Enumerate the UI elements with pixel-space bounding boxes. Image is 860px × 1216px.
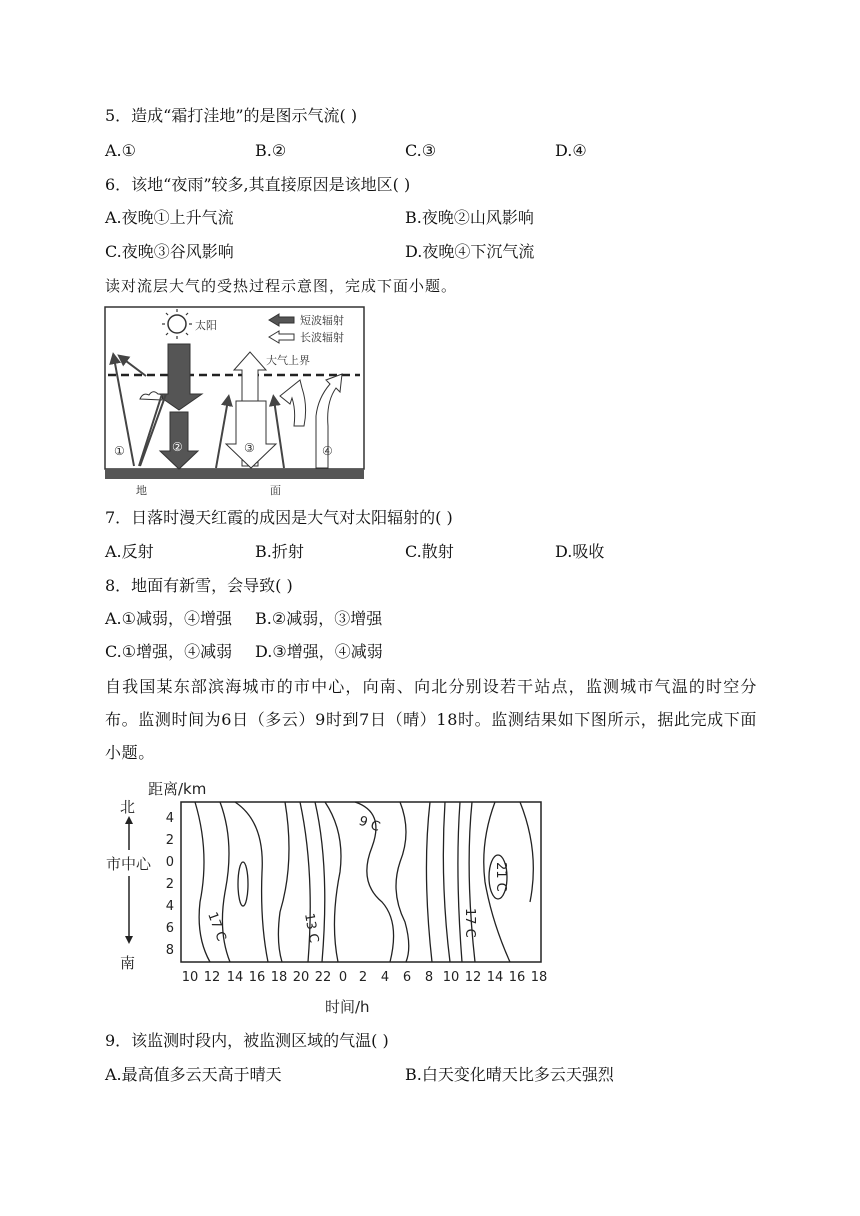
- q6-stem: 6．该地“夜雨”较多,其直接原因是该地区( ): [105, 175, 411, 194]
- q9-option-a: A.最高值多云天高于晴天: [105, 1065, 282, 1084]
- q9-stem: 9．该监测时段内，被监测区域的气温( ): [105, 1031, 389, 1050]
- q8-option-c: C.①增强，④减弱: [105, 642, 233, 661]
- svg-text:12: 12: [464, 970, 482, 985]
- contour-label-9: 9 C: [356, 813, 382, 836]
- city-center-label: 市中心: [106, 855, 152, 873]
- svg-text:10: 10: [181, 970, 199, 985]
- q6-option-a: A.夜晚①上升气流: [105, 208, 234, 227]
- q8-option-a: A.①减弱，④增强: [105, 609, 232, 628]
- svg-text:6: 6: [402, 970, 412, 985]
- contour-label-17-right: 17 C: [462, 908, 477, 938]
- legend-short-label: 短波辐射: [300, 314, 344, 327]
- y-axis-label: 距离/km: [148, 780, 207, 798]
- north-label: 北: [120, 798, 136, 816]
- q5-stem: 5．造成“霜打洼地”的是图示气流( ): [105, 106, 358, 125]
- marker-3: ③: [244, 441, 255, 455]
- svg-text:4: 4: [380, 970, 390, 985]
- q9-option-b: B.白天变化晴天比多云天强烈: [405, 1065, 614, 1084]
- marker-4: ④: [322, 444, 333, 458]
- south-label: 南: [120, 954, 136, 972]
- svg-text:0: 0: [165, 855, 174, 870]
- q8-option-b: B.②减弱，③增强: [255, 609, 383, 628]
- q7-option-b: B.折射: [255, 542, 304, 561]
- isotherm-chart: [100, 772, 560, 1020]
- svg-text:0: 0: [338, 970, 348, 985]
- svg-text:8: 8: [165, 943, 174, 958]
- svg-text:8: 8: [424, 970, 434, 985]
- svg-text:12: 12: [203, 970, 221, 985]
- atmosphere-heating-diagram: [104, 306, 366, 498]
- ground-label-left: 地: [136, 484, 147, 497]
- contour-label-21: 21 C: [493, 862, 508, 892]
- intro-temperature: 自我国某东部滨海城市的市中心，向南、向北分别设若干站点，监测城市气温的时空分布。监测时间为6日（多云）9时到7日（晴）18时。监测结果如下图所示，据此完成下面小题。: [105, 677, 757, 762]
- q7-stem: 7．日落时漫天红霞的成因是大气对太阳辐射的( ): [105, 508, 453, 527]
- q6-option-c: C.夜晚③谷风影响: [105, 242, 234, 261]
- x-ticks: [182, 970, 548, 985]
- svg-text:18: 18: [530, 970, 548, 985]
- svg-text:20: 20: [292, 970, 310, 985]
- svg-text:2: 2: [165, 833, 174, 848]
- q5-option-c: C.③: [405, 141, 437, 160]
- svg-text:16: 16: [508, 970, 526, 985]
- q8-stem: 8．地面有新雪，会导致( ): [105, 576, 293, 595]
- svg-text:14: 14: [226, 970, 244, 985]
- q5-option-d: D.④: [555, 141, 587, 160]
- q5-option-b: B.②: [255, 141, 287, 160]
- q7-option-a: A.反射: [105, 542, 154, 561]
- q8-option-d: D.③增强，④减弱: [255, 642, 383, 661]
- marker-1: ①: [114, 444, 125, 458]
- ground-label-right: 面: [270, 484, 281, 497]
- svg-text:2: 2: [358, 970, 368, 985]
- svg-text:6: 6: [165, 921, 174, 936]
- svg-text:16: 16: [248, 970, 266, 985]
- ground-bar: [105, 469, 364, 479]
- contour-label-17-left: 17 C: [204, 910, 229, 944]
- svg-text:22: 22: [314, 970, 332, 985]
- sun-label: 太阳: [195, 319, 217, 332]
- q7-option-d: D.吸收: [555, 542, 605, 561]
- svg-text:4: 4: [165, 899, 174, 914]
- q7-option-c: C.散射: [405, 542, 454, 561]
- q5-option-a: A.①: [105, 141, 136, 160]
- x-axis-label: 时间/h: [325, 998, 370, 1016]
- svg-text:18: 18: [270, 970, 288, 985]
- atmosphere-top-label: 大气上界: [266, 354, 310, 367]
- svg-text:2: 2: [165, 877, 174, 892]
- legend-long-label: 长波辐射: [300, 331, 344, 344]
- svg-text:14: 14: [486, 970, 504, 985]
- intro-atmosphere: 读对流层大气的受热过程示意图，完成下面小题。: [105, 277, 458, 295]
- q6-option-d: D.夜晚④下沉气流: [405, 242, 535, 261]
- y-ticks: [166, 811, 174, 958]
- svg-text:4: 4: [165, 811, 174, 826]
- svg-text:10: 10: [442, 970, 460, 985]
- q6-option-b: B.夜晚②山风影响: [405, 208, 534, 227]
- marker-2: ②: [172, 440, 183, 454]
- contour-label-13: 13 C: [301, 912, 322, 945]
